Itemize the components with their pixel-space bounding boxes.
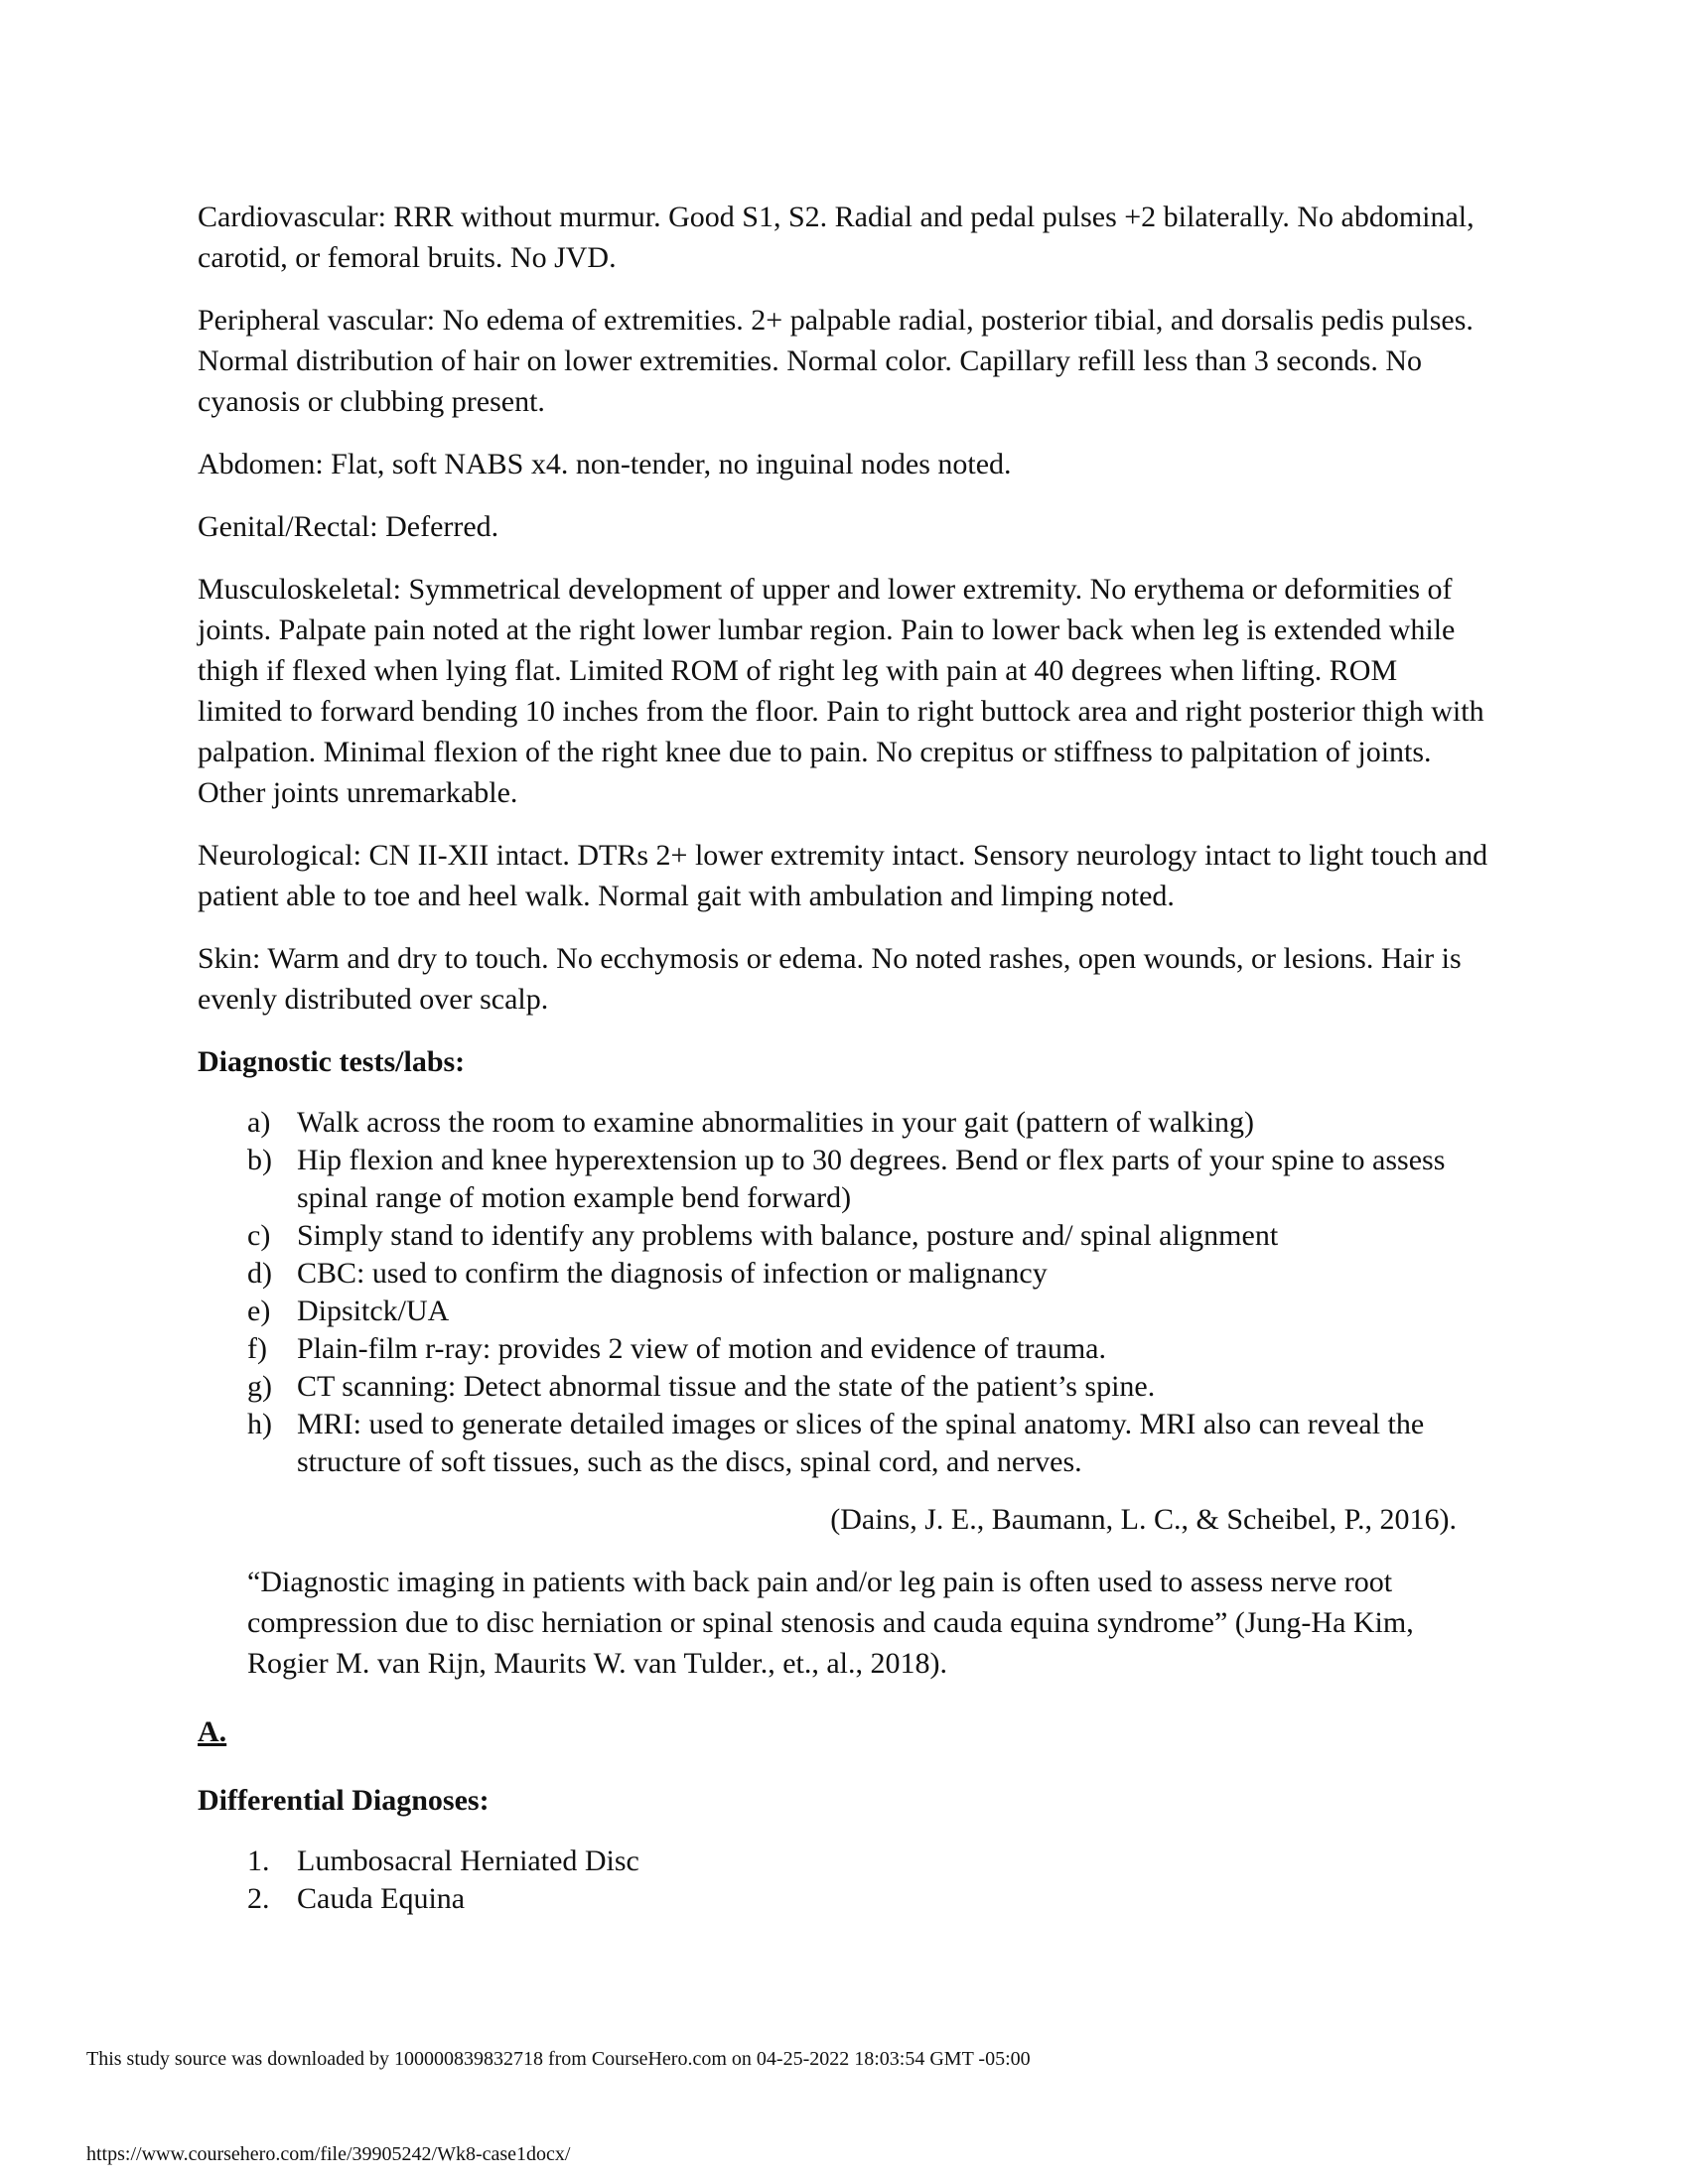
list-item	[198, 1142, 1488, 1217]
peripheral-vascular-paragraph: Peripheral vascular: No edema of extremities. 2+ palpable radial, posterior tibial, and dorsalis pedis pulses. Normal distribution of hair on lower extremities. Normal color. Capillary refill less than 3 seconds. No cyanosis or clubbing present.	[198, 304, 1474, 418]
list-item-text: Cauda Equina	[297, 1882, 466, 1915]
dains-citation: (Dains, J. E., Baumann, L. C., & Scheibel, P., 2016).	[830, 1503, 1457, 1536]
list-item-text: Lumbosacral Herniated Disc	[297, 1844, 639, 1877]
source-url-footer[interactable]: https://www.coursehero.com/file/39905242/Wk8-case1docx/	[86, 2143, 571, 2165]
list-item-text: Simply stand to identify any problems with balance, posture and/ spinal alignment	[297, 1219, 1279, 1252]
list-item	[198, 1368, 1488, 1406]
list-marker: a)	[247, 1106, 271, 1139]
list-item-text: Dipsitck/UA	[297, 1295, 450, 1327]
list-item-text: Plain-film r-ray: provides 2 view of motion and evidence of trauma.	[297, 1332, 1106, 1365]
list-item	[198, 1293, 1488, 1330]
list-marker: 2.	[247, 1882, 270, 1915]
list-item	[198, 1104, 1488, 1142]
list-item	[198, 1843, 1488, 1880]
list-item-text: MRI: used to generate detailed images or slices of the spinal anatomy. MRI also can reveal the structure of soft tissues, such as the discs, spinal cord, and nerves.	[297, 1408, 1425, 1478]
list-marker: b)	[247, 1144, 272, 1176]
list-item-text: Walk across the room to examine abnormalities in your gait (pattern of walking)	[297, 1106, 1254, 1139]
differential-diagnoses-heading: Differential Diagnoses:	[198, 1784, 490, 1817]
skin-paragraph: Skin: Warm and dry to touch. No ecchymosis or edema. No noted rashes, open wounds, or lesions. Hair is evenly distributed over scalp.	[198, 942, 1462, 1016]
genital-rectal-paragraph: Genital/Rectal: Deferred.	[198, 510, 499, 543]
neurological-paragraph: Neurological: CN II-XII intact. DTRs 2+ lower extremity intact. Sensory neurology intact to light touch and patient able to toe and heel walk. Normal gait with ambulation and limping noted.	[198, 839, 1488, 912]
list-item-text: CT scanning: Detect abnormal tissue and the state of the patient’s spine.	[297, 1370, 1156, 1403]
list-marker: h)	[247, 1408, 272, 1440]
list-marker: c)	[247, 1219, 271, 1252]
diagnostic-imaging-quote: “Diagnostic imaging in patients with back pain and/or leg pain is often used to assess nerve root compression due to disc herniation or spinal stenosis and cauda equina syndrome” (Jung-Ha Kim, Rogier M. van Rijn, Maurits W. van Tulder., et., al., 2018).	[247, 1566, 1414, 1680]
list-item-text: Hip flexion and knee hyperextension up to 30 degrees. Bend or flex parts of your spine to assess spinal range of motion example bend forward)	[297, 1144, 1446, 1214]
document-body	[198, 197, 1488, 1936]
list-item	[198, 1406, 1488, 1481]
list-marker: d)	[247, 1257, 272, 1290]
list-marker: g)	[247, 1370, 272, 1403]
list-item-text: CBC: used to confirm the diagnosis of infection or malignancy	[297, 1257, 1048, 1290]
cardiovascular-paragraph: Cardiovascular: RRR without murmur. Good S1, S2. Radial and pedal pulses +2 bilaterally. No abdominal, carotid, or femoral bruits. No JVD.	[198, 201, 1475, 274]
list-item	[198, 1217, 1488, 1255]
musculoskeletal-paragraph: Musculoskeletal: Symmetrical development of upper and lower extremity. No erythema or deformities of joints. Palpate pain noted at the right lower lumbar region. Pain to lower back when leg is extended while thigh if flexed when lying flat. Limited ROM of right leg with pain at 40 degrees when lifting. ROM limited to forward bending 10 inches from the floor. Pain to right buttock area and right posterior thigh with palpation. Minimal flexion of the right knee due to pain. No crepitus or stiffness to palpitation of joints. Other joints unremarkable.	[198, 573, 1484, 809]
differential-diagnoses-list	[198, 1843, 1488, 1918]
list-item	[198, 1880, 1488, 1918]
list-marker: f)	[247, 1332, 267, 1365]
list-item	[198, 1330, 1488, 1368]
diagnostic-tests-heading: Diagnostic tests/labs:	[198, 1045, 466, 1078]
section-a-label: A.	[198, 1715, 227, 1748]
list-item	[198, 1255, 1488, 1293]
list-marker: e)	[247, 1295, 271, 1327]
diagnostic-tests-list	[198, 1104, 1488, 1481]
list-marker: 1.	[247, 1844, 270, 1877]
abdomen-paragraph: Abdomen: Flat, soft NABS x4. non-tender, no inguinal nodes noted.	[198, 448, 1012, 480]
download-notice-footer: This study source was downloaded by 100000839832718 from CourseHero.com on 04-25-2022 18:03:54 GMT -05:00	[86, 2048, 1031, 2070]
